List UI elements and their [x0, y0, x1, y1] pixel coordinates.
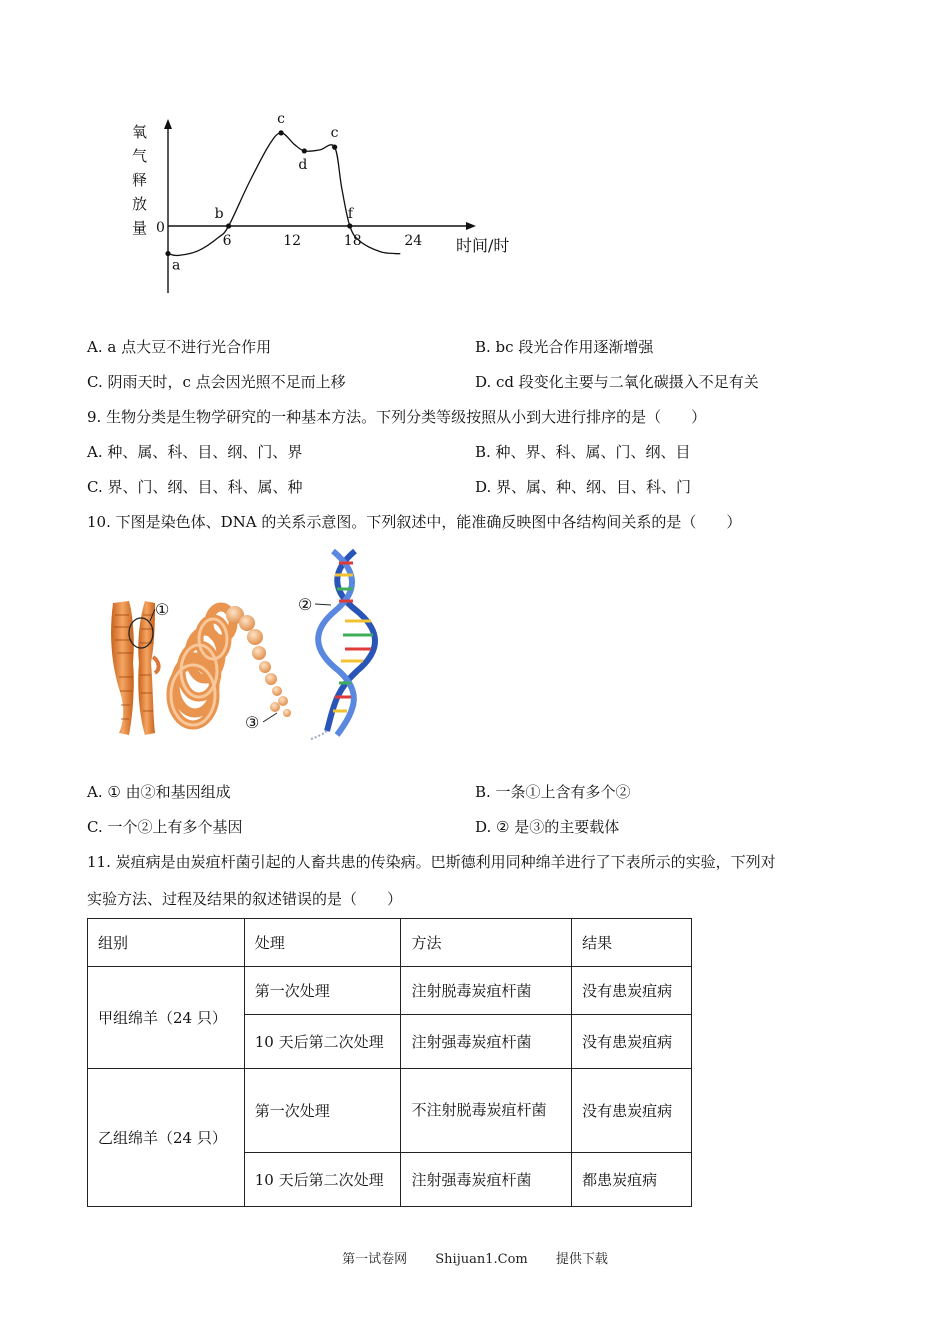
footer-domain: Shijuan1.Com	[435, 1252, 528, 1267]
table-header-cell: 方法	[401, 919, 572, 967]
y-axis-label: 氧气释放量	[132, 123, 148, 237]
point-label: a	[172, 257, 181, 274]
table-cell: 注射脱毒炭疽杆菌	[401, 967, 572, 1015]
x-tick-label: 12	[283, 233, 302, 249]
q11-stem-line-2: 实验方法、过程及结果的叙述错误的是（ ）	[87, 890, 403, 908]
dna-double-helix	[311, 551, 375, 739]
q9-option-c: C. 界、门、纲、目、科、属、种	[87, 478, 303, 496]
curve-point	[279, 130, 284, 135]
x-tick-label: 6	[222, 233, 232, 249]
x-tick-labels	[223, 233, 423, 249]
point-label: d	[298, 156, 308, 173]
q10-option-c: C. 一个②上有多个基因	[87, 818, 243, 836]
x-axis	[168, 222, 476, 230]
coiled-chromatin	[153, 606, 291, 725]
q10-stem: 10. 下图是染色体、DNA 的关系示意图。下列叙述中，能准确反映图中各结构间关系的是（ ）	[87, 513, 742, 531]
q9-option-b: B. 种、界、科、属、门、纲、目	[475, 443, 691, 461]
table-header-cell: 结果	[572, 919, 692, 967]
table-row	[88, 967, 692, 1015]
table-header-cell: 组别	[88, 919, 245, 967]
table-cell: 第一次处理	[244, 967, 401, 1015]
q11-stem-line-1: 11. 炭疽病是由炭疽杆菌引起的人畜共患的传染病。巴斯德利用同种绵羊进行了下表所示的实验，下列对	[87, 853, 776, 871]
table-cell: 没有患炭疽病	[572, 1069, 692, 1153]
table-cell: 都患炭疽病	[572, 1153, 692, 1207]
table-header-row	[88, 919, 692, 967]
point-label: f	[347, 206, 353, 222]
table-cell: 注射强毒炭疽杆菌	[401, 1015, 572, 1069]
point-label: b	[214, 206, 224, 222]
group-cell: 乙组绵羊（24 只）	[88, 1069, 245, 1207]
table-cell: 10 天后第二次处理	[244, 1153, 401, 1207]
y-axis	[164, 119, 172, 293]
label-3: ③	[245, 713, 260, 732]
q10-option-a: A. ① 由②和基因组成	[87, 783, 231, 801]
table-header-cell: 处理	[244, 919, 401, 967]
curve-point	[347, 223, 352, 228]
x-axis-label: 时间/时	[456, 236, 510, 255]
q9-option-d: D. 界、属、种、纲、目、科、门	[475, 478, 692, 496]
experiment-table	[87, 918, 692, 1207]
table-cell: 没有患炭疽病	[572, 967, 692, 1015]
point-label: c	[277, 110, 285, 127]
q8-option-c: C. 阴雨天时，c 点会因光照不足而上移	[87, 373, 346, 391]
q8-option-d: D. cd 段变化主要与二氧化碳摄入不足有关	[475, 373, 759, 391]
origin-label: 0	[156, 220, 165, 236]
q9-stem: 9. 生物分类是生物学研究的一种基本方法。下列分类等级按照从小到大进行排序的是（ ）	[87, 408, 707, 426]
label-1: ①	[155, 600, 170, 619]
chromosome-dna-diagram	[95, 545, 395, 745]
table-cell: 10 天后第二次处理	[244, 1015, 401, 1069]
curve-point	[332, 145, 337, 150]
q8-option-a: A. a 点大豆不进行光合作用	[87, 338, 272, 356]
table-cell: 第一次处理	[244, 1069, 401, 1153]
label-2: ②	[298, 595, 313, 614]
table-row	[88, 1069, 692, 1153]
q10-option-d: D. ② 是③的主要载体	[475, 818, 620, 836]
q9-option-a: A. 种、属、科、目、纲、门、界	[87, 443, 303, 461]
footer-site: 第一试卷网	[342, 1252, 408, 1267]
point-label: c	[330, 125, 339, 142]
curve-point	[302, 148, 307, 153]
x-tick-label: 24	[404, 233, 423, 249]
x-tick-label: 18	[343, 233, 362, 249]
q10-option-b: B. 一条①上含有多个②	[475, 783, 631, 801]
footer-note: 提供下载	[555, 1252, 608, 1267]
q8-option-b: B. bc 段光合作用逐渐增强	[475, 338, 654, 356]
group-cell: 甲组绵羊（24 只）	[88, 967, 245, 1069]
chromosome	[111, 601, 155, 735]
curve-point	[226, 223, 231, 228]
curve-point	[165, 251, 170, 256]
curve-points	[165, 111, 354, 274]
table-cell: 没有患炭疽病	[572, 1015, 692, 1069]
page-footer	[0, 1248, 950, 1267]
oxygen-release-chart	[120, 105, 540, 305]
table-cell: 不注射脱毒炭疽杆菌	[401, 1069, 572, 1153]
table-cell: 注射强毒炭疽杆菌	[401, 1153, 572, 1207]
